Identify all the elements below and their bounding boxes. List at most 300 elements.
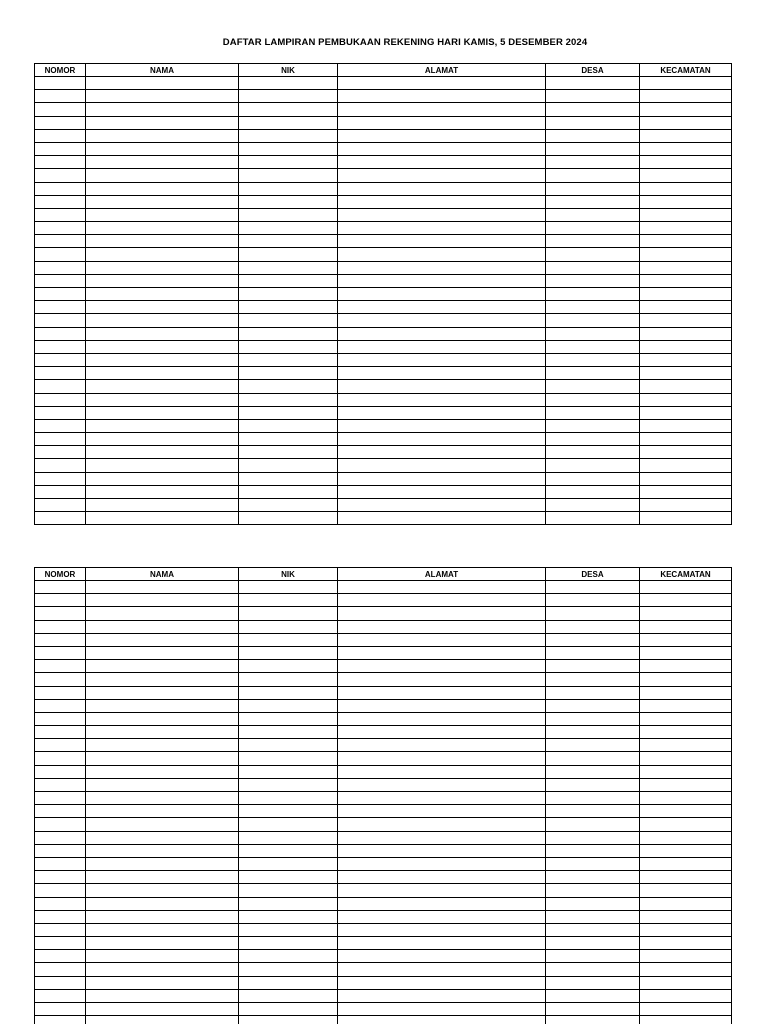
desa-cell	[546, 871, 640, 884]
table-row	[35, 594, 732, 607]
nik-cell	[239, 406, 338, 419]
desa-cell	[546, 274, 640, 287]
kecamatan-cell	[640, 818, 732, 831]
nama-cell	[86, 195, 239, 208]
table-row	[35, 686, 732, 699]
nomor-cell	[35, 142, 86, 155]
nik-cell	[239, 739, 338, 752]
kecamatan-cell	[640, 646, 732, 659]
table-row	[35, 937, 732, 950]
desa-cell	[546, 752, 640, 765]
nik-cell	[239, 910, 338, 923]
nama-cell	[86, 446, 239, 459]
nama-cell	[86, 433, 239, 446]
table-row	[35, 288, 732, 301]
nik-cell	[239, 831, 338, 844]
desa-cell	[546, 340, 640, 353]
table-row	[35, 353, 732, 366]
nama-cell	[86, 182, 239, 195]
alamat-cell	[338, 871, 546, 884]
nama-cell	[86, 818, 239, 831]
alamat-cell	[338, 857, 546, 870]
nik-cell	[239, 90, 338, 103]
table-row	[35, 446, 732, 459]
alamat-cell	[338, 633, 546, 646]
attachment-table-1	[34, 63, 732, 525]
nama-cell	[86, 989, 239, 1002]
nomor-cell	[35, 871, 86, 884]
desa-cell	[546, 686, 640, 699]
alamat-cell	[338, 129, 546, 142]
nama-cell	[86, 340, 239, 353]
nama-cell	[86, 103, 239, 116]
alamat-cell	[338, 459, 546, 472]
nik-cell	[239, 633, 338, 646]
nomor-cell	[35, 288, 86, 301]
alamat-cell	[338, 182, 546, 195]
alamat-cell	[338, 805, 546, 818]
nama-cell	[86, 897, 239, 910]
desa-cell	[546, 989, 640, 1002]
alamat-cell	[338, 660, 546, 673]
kecamatan-cell	[640, 752, 732, 765]
nama-cell	[86, 274, 239, 287]
desa-cell	[546, 633, 640, 646]
kecamatan-cell	[640, 248, 732, 261]
table-row	[35, 327, 732, 340]
desa-cell	[546, 976, 640, 989]
kecamatan-cell	[640, 235, 732, 248]
nik-cell	[239, 353, 338, 366]
nik-cell	[239, 367, 338, 380]
nik-cell	[239, 712, 338, 725]
desa-cell	[546, 923, 640, 936]
kecamatan-cell	[640, 90, 732, 103]
nama-cell	[86, 963, 239, 976]
desa-cell	[546, 90, 640, 103]
nama-cell	[86, 156, 239, 169]
column-header-nama: NAMA	[86, 64, 239, 77]
nomor-cell	[35, 485, 86, 498]
nik-cell	[239, 195, 338, 208]
alamat-cell	[338, 910, 546, 923]
desa-cell	[546, 208, 640, 221]
nomor-cell	[35, 633, 86, 646]
nama-cell	[86, 857, 239, 870]
kecamatan-cell	[640, 792, 732, 805]
kecamatan-cell	[640, 633, 732, 646]
nomor-cell	[35, 673, 86, 686]
nik-cell	[239, 472, 338, 485]
nomor-cell	[35, 129, 86, 142]
nik-cell	[239, 976, 338, 989]
nik-cell	[239, 857, 338, 870]
nik-cell	[239, 169, 338, 182]
table-row	[35, 274, 732, 287]
nama-cell	[86, 327, 239, 340]
kecamatan-cell	[640, 261, 732, 274]
nik-cell	[239, 620, 338, 633]
nik-cell	[239, 129, 338, 142]
nik-cell	[239, 512, 338, 525]
table-row	[35, 1003, 732, 1016]
desa-cell	[546, 419, 640, 432]
kecamatan-cell	[640, 129, 732, 142]
column-header-kecamatan: KECAMATAN	[640, 64, 732, 77]
table-row	[35, 314, 732, 327]
nomor-cell	[35, 77, 86, 90]
desa-cell	[546, 156, 640, 169]
nomor-cell	[35, 499, 86, 512]
nik-cell	[239, 884, 338, 897]
nomor-cell	[35, 686, 86, 699]
nik-cell	[239, 778, 338, 791]
kecamatan-cell	[640, 963, 732, 976]
nomor-cell	[35, 752, 86, 765]
alamat-cell	[338, 499, 546, 512]
nomor-cell	[35, 195, 86, 208]
nomor-cell	[35, 923, 86, 936]
alamat-cell	[338, 1016, 546, 1024]
alamat-cell	[338, 485, 546, 498]
desa-cell	[546, 660, 640, 673]
table-row	[35, 607, 732, 620]
desa-cell	[546, 446, 640, 459]
column-header-desa: DESA	[546, 568, 640, 581]
desa-cell	[546, 314, 640, 327]
nama-cell	[86, 871, 239, 884]
nik-cell	[239, 871, 338, 884]
column-header-nama: NAMA	[86, 568, 239, 581]
table-row	[35, 673, 732, 686]
desa-cell	[546, 169, 640, 182]
nik-cell	[239, 314, 338, 327]
table-row	[35, 169, 732, 182]
nama-cell	[86, 646, 239, 659]
alamat-cell	[338, 673, 546, 686]
table-row	[35, 857, 732, 870]
kecamatan-cell	[640, 340, 732, 353]
nomor-cell	[35, 594, 86, 607]
desa-cell	[546, 699, 640, 712]
desa-cell	[546, 673, 640, 686]
table-row	[35, 156, 732, 169]
table-row	[35, 90, 732, 103]
nomor-cell	[35, 419, 86, 432]
table-row	[35, 103, 732, 116]
nomor-cell	[35, 235, 86, 248]
desa-cell	[546, 288, 640, 301]
table-row	[35, 660, 732, 673]
kecamatan-cell	[640, 884, 732, 897]
nama-cell	[86, 660, 239, 673]
table-row	[35, 871, 732, 884]
kecamatan-cell	[640, 594, 732, 607]
table-row	[35, 472, 732, 485]
kecamatan-cell	[640, 844, 732, 857]
table-row	[35, 752, 732, 765]
nik-cell	[239, 646, 338, 659]
nama-cell	[86, 301, 239, 314]
nama-cell	[86, 1016, 239, 1024]
nama-cell	[86, 884, 239, 897]
desa-cell	[546, 406, 640, 419]
table-row	[35, 818, 732, 831]
nama-cell	[86, 633, 239, 646]
kecamatan-cell	[640, 897, 732, 910]
kecamatan-cell	[640, 182, 732, 195]
desa-cell	[546, 301, 640, 314]
nomor-cell	[35, 380, 86, 393]
nama-cell	[86, 314, 239, 327]
table-row	[35, 805, 732, 818]
table-row	[35, 963, 732, 976]
desa-cell	[546, 142, 640, 155]
kecamatan-cell	[640, 726, 732, 739]
alamat-cell	[338, 726, 546, 739]
nama-cell	[86, 485, 239, 498]
alamat-cell	[338, 142, 546, 155]
table-row	[35, 897, 732, 910]
table-row	[35, 950, 732, 963]
nama-cell	[86, 765, 239, 778]
kecamatan-cell	[640, 923, 732, 936]
desa-cell	[546, 594, 640, 607]
table-row	[35, 222, 732, 235]
desa-cell	[546, 222, 640, 235]
nama-cell	[86, 261, 239, 274]
column-header-nomor: NOMOR	[35, 64, 86, 77]
table-row	[35, 646, 732, 659]
column-header-nik: NIK	[239, 64, 338, 77]
nama-cell	[86, 222, 239, 235]
nama-cell	[86, 699, 239, 712]
nama-cell	[86, 950, 239, 963]
nik-cell	[239, 499, 338, 512]
kecamatan-cell	[640, 857, 732, 870]
kecamatan-cell	[640, 673, 732, 686]
nik-cell	[239, 686, 338, 699]
table-row	[35, 976, 732, 989]
table-row	[35, 419, 732, 432]
nomor-cell	[35, 222, 86, 235]
nomor-cell	[35, 884, 86, 897]
desa-cell	[546, 607, 640, 620]
kecamatan-cell	[640, 419, 732, 432]
nomor-cell	[35, 726, 86, 739]
nomor-cell	[35, 976, 86, 989]
kecamatan-cell	[640, 314, 732, 327]
kecamatan-cell	[640, 485, 732, 498]
kecamatan-cell	[640, 380, 732, 393]
table-row	[35, 620, 732, 633]
nomor-cell	[35, 989, 86, 1002]
alamat-cell	[338, 712, 546, 725]
kecamatan-cell	[640, 393, 732, 406]
alamat-cell	[338, 301, 546, 314]
alamat-cell	[338, 156, 546, 169]
nomor-cell	[35, 274, 86, 287]
nomor-cell	[35, 1003, 86, 1016]
table-body	[35, 77, 732, 525]
alamat-cell	[338, 686, 546, 699]
nama-cell	[86, 380, 239, 393]
nama-cell	[86, 673, 239, 686]
kecamatan-cell	[640, 950, 732, 963]
desa-cell	[546, 459, 640, 472]
alamat-cell	[338, 103, 546, 116]
alamat-cell	[338, 169, 546, 182]
table-row	[35, 765, 732, 778]
nama-cell	[86, 169, 239, 182]
desa-cell	[546, 1016, 640, 1024]
nomor-cell	[35, 248, 86, 261]
kecamatan-cell	[640, 699, 732, 712]
kecamatan-cell	[640, 459, 732, 472]
kecamatan-cell	[640, 406, 732, 419]
alamat-cell	[338, 314, 546, 327]
nik-cell	[239, 261, 338, 274]
alamat-cell	[338, 792, 546, 805]
alamat-cell	[338, 446, 546, 459]
kecamatan-cell	[640, 274, 732, 287]
nomor-cell	[35, 699, 86, 712]
nomor-cell	[35, 739, 86, 752]
alamat-cell	[338, 607, 546, 620]
nama-cell	[86, 499, 239, 512]
nomor-cell	[35, 353, 86, 366]
nomor-cell	[35, 897, 86, 910]
nama-cell	[86, 923, 239, 936]
alamat-cell	[338, 433, 546, 446]
kecamatan-cell	[640, 367, 732, 380]
desa-cell	[546, 831, 640, 844]
nama-cell	[86, 367, 239, 380]
nama-cell	[86, 726, 239, 739]
desa-cell	[546, 393, 640, 406]
nama-cell	[86, 831, 239, 844]
desa-cell	[546, 182, 640, 195]
nik-cell	[239, 1016, 338, 1024]
table-row	[35, 581, 732, 594]
nik-cell	[239, 1003, 338, 1016]
kecamatan-cell	[640, 512, 732, 525]
alamat-cell	[338, 419, 546, 432]
alamat-cell	[338, 195, 546, 208]
kecamatan-cell	[640, 976, 732, 989]
nomor-cell	[35, 607, 86, 620]
desa-cell	[546, 472, 640, 485]
table-row	[35, 485, 732, 498]
kecamatan-cell	[640, 156, 732, 169]
table-row	[35, 712, 732, 725]
nomor-cell	[35, 459, 86, 472]
kecamatan-cell	[640, 937, 732, 950]
desa-cell	[546, 818, 640, 831]
table-row	[35, 367, 732, 380]
desa-cell	[546, 235, 640, 248]
nama-cell	[86, 686, 239, 699]
nik-cell	[239, 156, 338, 169]
nomor-cell	[35, 581, 86, 594]
nama-cell	[86, 393, 239, 406]
alamat-cell	[338, 380, 546, 393]
alamat-cell	[338, 646, 546, 659]
table-row	[35, 989, 732, 1002]
alamat-cell	[338, 620, 546, 633]
table-row	[35, 406, 732, 419]
nomor-cell	[35, 340, 86, 353]
nik-cell	[239, 752, 338, 765]
column-header-alamat: ALAMAT	[338, 64, 546, 77]
header-row	[35, 568, 732, 581]
nik-cell	[239, 937, 338, 950]
nama-cell	[86, 419, 239, 432]
nomor-cell	[35, 620, 86, 633]
nik-cell	[239, 726, 338, 739]
column-header-kecamatan: KECAMATAN	[640, 568, 732, 581]
desa-cell	[546, 581, 640, 594]
nik-cell	[239, 673, 338, 686]
alamat-cell	[338, 208, 546, 221]
nomor-cell	[35, 301, 86, 314]
kecamatan-cell	[640, 778, 732, 791]
table-row	[35, 910, 732, 923]
kecamatan-cell	[640, 831, 732, 844]
kecamatan-cell	[640, 208, 732, 221]
desa-cell	[546, 792, 640, 805]
table-row	[35, 77, 732, 90]
nik-cell	[239, 844, 338, 857]
nama-cell	[86, 77, 239, 90]
table-row	[35, 208, 732, 221]
kecamatan-cell	[640, 222, 732, 235]
desa-cell	[546, 739, 640, 752]
alamat-cell	[338, 340, 546, 353]
kecamatan-cell	[640, 1016, 732, 1024]
nik-cell	[239, 182, 338, 195]
alamat-cell	[338, 90, 546, 103]
table-row	[35, 699, 732, 712]
desa-cell	[546, 248, 640, 261]
desa-cell	[546, 353, 640, 366]
nama-cell	[86, 844, 239, 857]
desa-cell	[546, 646, 640, 659]
desa-cell	[546, 844, 640, 857]
nik-cell	[239, 485, 338, 498]
alamat-cell	[338, 937, 546, 950]
kecamatan-cell	[640, 77, 732, 90]
desa-cell	[546, 778, 640, 791]
nik-cell	[239, 208, 338, 221]
nomor-cell	[35, 393, 86, 406]
nama-cell	[86, 792, 239, 805]
nama-cell	[86, 406, 239, 419]
kecamatan-cell	[640, 116, 732, 129]
nama-cell	[86, 90, 239, 103]
nik-cell	[239, 963, 338, 976]
nik-cell	[239, 103, 338, 116]
desa-cell	[546, 103, 640, 116]
nomor-cell	[35, 831, 86, 844]
alamat-cell	[338, 512, 546, 525]
nama-cell	[86, 739, 239, 752]
alamat-cell	[338, 831, 546, 844]
nama-cell	[86, 805, 239, 818]
desa-cell	[546, 116, 640, 129]
nomor-cell	[35, 208, 86, 221]
desa-cell	[546, 937, 640, 950]
